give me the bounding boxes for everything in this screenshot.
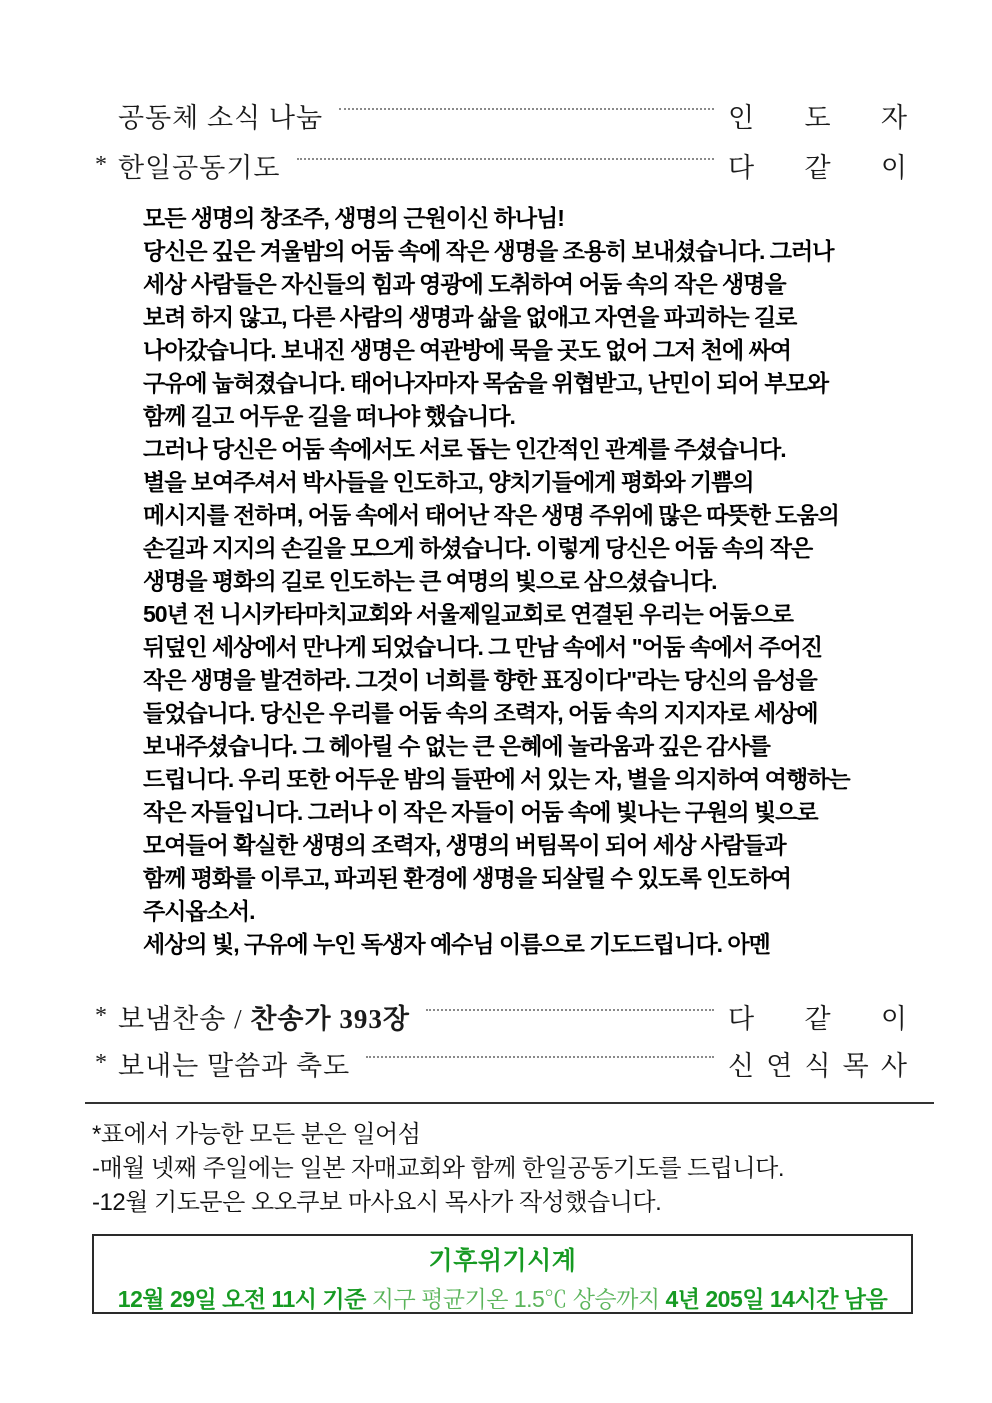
order-item-label <box>118 997 410 1036</box>
order-item-label: 보내는 말씀과 축도 <box>118 1050 351 1081</box>
order-item-benediction <box>95 1046 908 1080</box>
prayer-text <box>143 202 908 961</box>
order-item-label: 한일공동기도 <box>118 152 281 183</box>
climate-clock-datetime: 12월 29일 오전 11시 기준 <box>117 1286 366 1312</box>
dot-leader <box>426 1009 714 1011</box>
order-item-label: 공동체 소식 나눔 <box>118 102 324 133</box>
hymn-number: 찬송가 393장 <box>250 1003 410 1034</box>
prayer-line: 드립니다. 우리 또한 어두운 밤의 들판에 서 있는 자, 별을 의지하여 여행하는 <box>143 766 850 792</box>
prayer-line: 별을 보여주셔서 박사들을 인도하고, 양치기들에게 평화와 기쁨의 <box>143 469 754 495</box>
climate-clock-box <box>92 1234 913 1314</box>
separator-line <box>85 1102 934 1104</box>
prayer-line: 50년 전 니시카타마치교회와 서울제일교회로 연결된 우리는 어둠으로 <box>143 601 794 627</box>
asterisk-mark: * <box>95 1049 108 1076</box>
asterisk-mark: * <box>95 1002 108 1029</box>
climate-clock-remaining: 4년 205일 14시간 남음 <box>665 1286 888 1312</box>
climate-clock-title: 기후위기시계 <box>428 1247 577 1275</box>
order-item-community-news <box>95 98 908 132</box>
prayer-line: 당신은 깊은 겨울밤의 어둠 속에 작은 생명을 조용히 보내셨습니다. 그러나 <box>143 238 834 264</box>
footnote-line: -매월 넷째 주일에는 일본 자매교회와 함께 한일공동기도를 드립니다. <box>92 1155 784 1182</box>
footnotes <box>92 1118 932 1220</box>
prayer-line: 함께 길고 어두운 길을 떠나야 했습니다. <box>143 403 515 429</box>
prayer-line: 들었습니다. 당신은 우리를 어둠 속의 조력자, 어둠 속의 지지자로 세상에 <box>143 700 818 726</box>
prayer-line: 작은 생명을 발견하라. 그것이 너희를 향한 표징이다"라는 당신의 음성을 <box>143 667 817 693</box>
prayer-line: 뒤덮인 세상에서 만나게 되었습니다. 그 만남 속에서 "어둠 속에서 주어진 <box>143 634 823 660</box>
prayer-line: 보내주셨습니다. 그 헤아릴 수 없는 큰 은혜에 놀라움과 깊은 감사를 <box>143 733 770 759</box>
climate-clock-description: 지구 평균기온 1.5℃ 상승까지 <box>365 1286 666 1312</box>
prayer-line: 보려 하지 않고, 다른 사람의 생명과 삶을 없애고 자연을 파괴하는 길로 <box>143 304 797 330</box>
prayer-line: 메시지를 전하며, 어둠 속에서 태어난 작은 생명 주위에 많은 따뜻한 도움의 <box>143 502 839 528</box>
order-item-joint-prayer <box>95 148 908 182</box>
prayer-line: 모여들어 확실한 생명의 조력자, 생명의 버팀목이 되어 세상 사람들과 <box>143 832 786 858</box>
climate-clock-text <box>94 1281 911 1314</box>
dot-leader <box>366 1056 714 1058</box>
prayer-line: 모든 생명의 창조주, 생명의 근원이신 하나님! <box>143 205 564 231</box>
order-item-role: 신 연 식 목 사 <box>728 1050 908 1081</box>
asterisk-mark: * <box>95 151 108 178</box>
order-item-role: 다 같 이 <box>728 152 908 183</box>
prayer-line: 세상의 빛, 구유에 누인 독생자 예수님 이름으로 기도드립니다. 아멘 <box>143 931 770 957</box>
prayer-line: 주시옵소서. <box>143 898 255 924</box>
footnote-line: *표에서 가능한 모든 분은 일어섬 <box>92 1121 421 1148</box>
order-item-sending-hymn <box>95 999 908 1033</box>
prayer-line: 구유에 눕혀졌습니다. 태어나자마자 목숨을 위협받고, 난민이 되어 부모와 <box>143 370 829 396</box>
prayer-line: 나아갔습니다. 보내진 생명은 여관방에 묵을 곳도 없어 그저 천에 싸여 <box>143 337 792 363</box>
footnote-line: -12월 기도문은 오오쿠보 마사요시 목사가 작성했습니다. <box>92 1189 662 1216</box>
dot-leader <box>297 158 715 160</box>
order-item-role: 다 같 이 <box>728 1003 908 1034</box>
hymn-label-prefix: 보냄찬송 / <box>118 1003 251 1034</box>
prayer-line: 작은 자들입니다. 그러나 이 작은 자들이 어둠 속에 빛나는 구원의 빛으로 <box>143 799 818 825</box>
prayer-line: 손길과 지지의 손길을 모으게 하셨습니다. 이렇게 당신은 어둠 속의 작은 <box>143 535 813 561</box>
prayer-line: 함께 평화를 이루고, 파괴된 환경에 생명을 되살릴 수 있도록 인도하여 <box>143 865 792 891</box>
order-item-role: 인 도 자 <box>728 102 908 133</box>
dot-leader <box>339 108 714 110</box>
prayer-line: 생명을 평화의 길로 인도하는 큰 여명의 빛으로 삼으셨습니다. <box>143 568 717 594</box>
prayer-line: 세상 사람들은 자신들의 힘과 영광에 도취하여 어둠 속의 작은 생명을 <box>143 271 786 297</box>
prayer-line: 그러나 당신은 어둠 속에서도 서로 돕는 인간적인 관계를 주셨습니다. <box>143 436 786 462</box>
